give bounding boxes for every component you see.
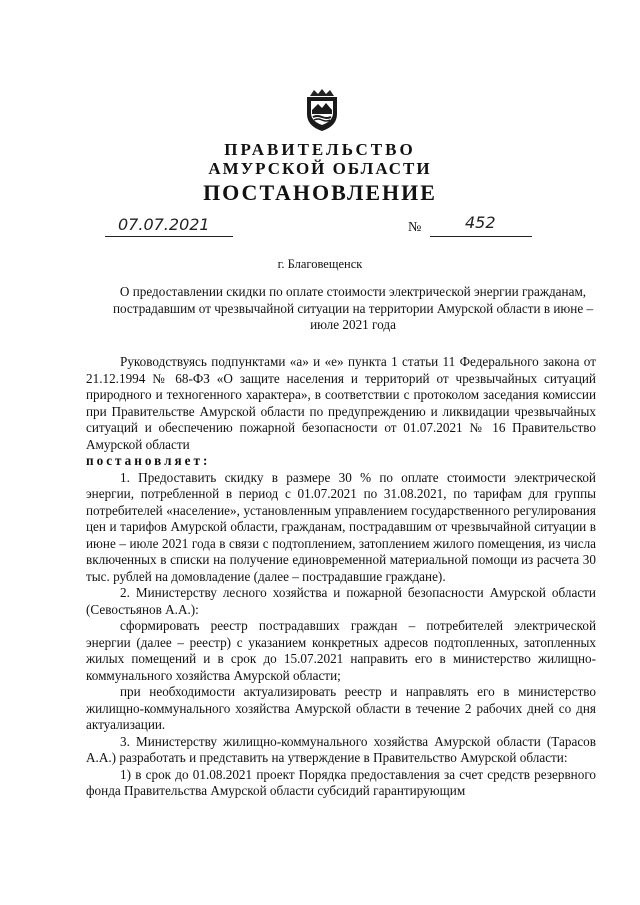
city-name: г. Благовещенск <box>277 257 363 271</box>
paragraph-3-1: 1) в срок до 01.08.2021 проект Порядка предоставления за счет средств резервного фонда Правительства Амурской области субсидий гарантирующим <box>86 766 596 798</box>
document-number: 452 <box>465 213 496 232</box>
paragraph-2a: сформировать реестр пострадавших граждан – потребителей электрической энергии (далее – реестр) с указанием конкретных адресов подтопленных, затопленных жилых помещений и в срок до 15.07.2021 направить его в министерство жилищно-коммунального хозяйства Амурской области; <box>86 618 596 683</box>
government-title-line2: АМУРСКОЙ ОБЛАСТИ <box>208 159 432 178</box>
document-body <box>86 354 596 800</box>
paragraph-3: 3. Министерству жилищно-коммунального хозяйства Амурской области (Тарасов А.А.) разработать и представить на утверждение в Правительство Амурской области: <box>86 733 596 765</box>
paragraph-2b: при необходимости актуализировать реестр и направлять его в министерство жилищно-коммунального хозяйства Амурской области в течение 2 рабочих дней со дня актуализации. <box>86 684 596 732</box>
number-label: № <box>408 220 422 235</box>
coat-of-arms-emblem <box>302 88 342 132</box>
preamble-paragraph: Руководствуясь подпунктами «а» и «е» пункта 1 статьи 11 Федерального закона от 21.12.1994 № 68-ФЗ «О защите населения и территорий от чрезвычайных ситуаций природного и техногенного характера», в соответствии с протоколом заседания комиссии при Правительстве Амурской области по предупреждению и ликвидации чрезвычайных ситуаций и обеспечению пожарной безопасности от 01.07.2021 № 16 Правительство Амурской области <box>86 354 596 452</box>
paragraph-1: 1. Предоставить скидку в размере 30 % по оплате стоимости электрической энергии, потребленной в период с 01.07.2021 по 31.08.2021, по тарифам для группы потребителей «население», установленным управлением государственного регулирования цен и тарифов Амурской области, гражданам, пострадавшим от чрезвычайной ситуации в июне – июле 2021 года в связи с подтоплением, затоплением жилого помещения, из числа включенных в списки на получение единовременной материальной помощи из расчета 30 тыс. рублей на домовладение (далее – пострадавшие граждане). <box>86 469 596 584</box>
document-type-title: ПОСТАНОВЛЕНИЕ <box>203 180 437 205</box>
government-title-line1: ПРАВИТЕЛЬСТВО <box>224 140 416 159</box>
document-date: 07.07.2021 <box>118 215 210 234</box>
resolves-keyword: постановляет: <box>86 453 211 468</box>
document-subject: О предоставлении скидки по оплате стоимости электрической энергии гражданам, пострадавшим от чрезвычайной ситуации на территории Амурской области в июне – июле 2021 года <box>112 284 594 332</box>
paragraph-2: 2. Министерству лесного хозяйства и пожарной безопасности Амурской области (Севостьянов А.А.): <box>86 585 596 617</box>
